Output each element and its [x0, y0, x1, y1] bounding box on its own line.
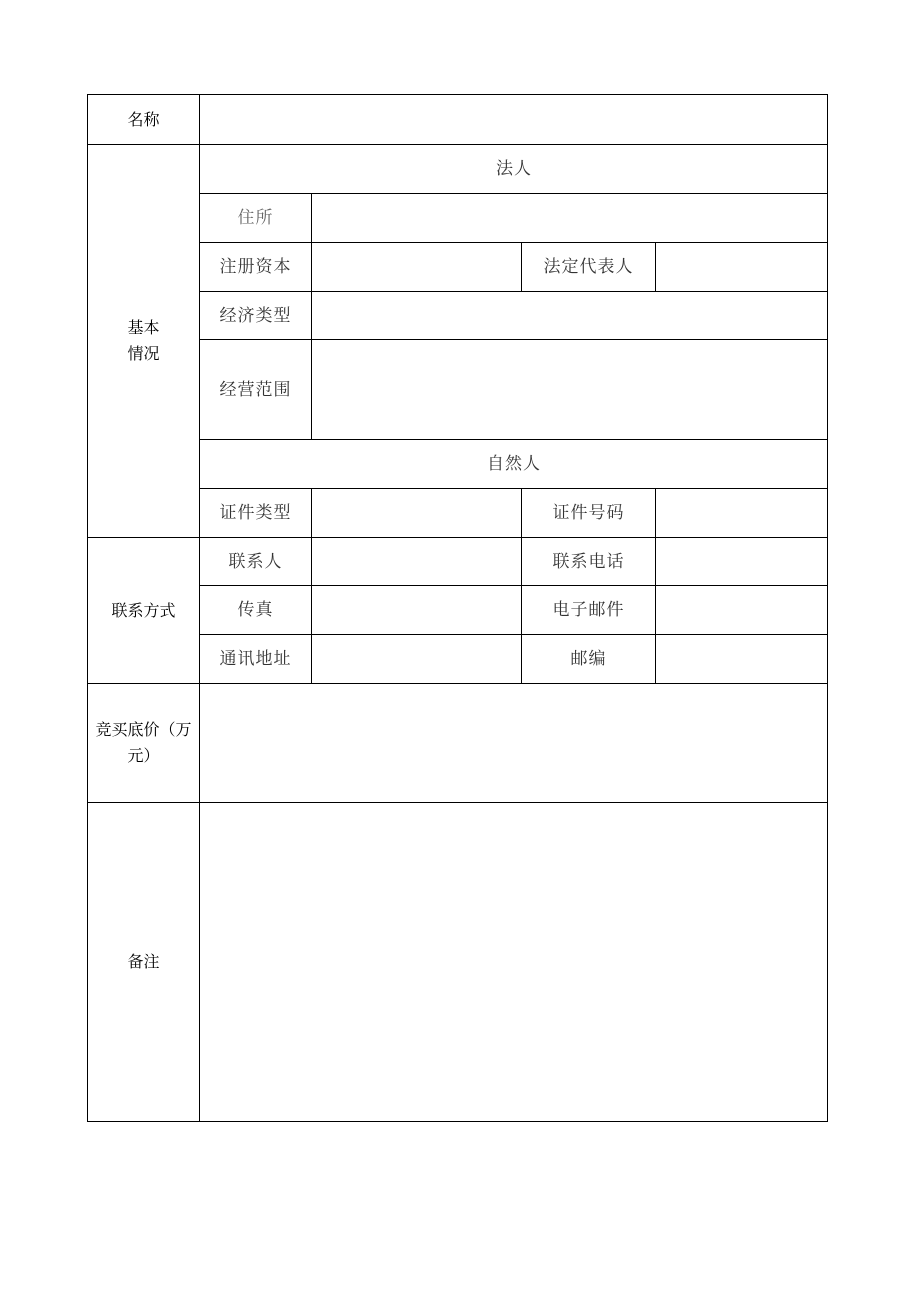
id-type-field[interactable] — [312, 489, 521, 537]
contact-section-label: 联系方式 — [111, 600, 176, 620]
contact-phone-field[interactable] — [656, 538, 827, 585]
name-label: 名称 — [127, 109, 160, 129]
postcode-label: 邮编 — [570, 649, 607, 669]
mailing-address-label: 通讯地址 — [219, 649, 292, 669]
reserve-price-label — [87, 684, 200, 802]
grid-line — [827, 94, 828, 1122]
basic-info-label-line2: 情况 — [127, 344, 160, 363]
fax-field[interactable] — [312, 586, 521, 634]
business-scope-label: 经营范围 — [219, 379, 292, 400]
email-label: 电子邮件 — [552, 600, 625, 620]
contact-person-label: 联系人 — [228, 551, 283, 572]
reserve-price-label-line2: 元） — [127, 746, 160, 765]
economic-type-label: 经济类型 — [219, 305, 292, 326]
bid-registration-form — [87, 94, 828, 1122]
address-label: 住所 — [237, 208, 274, 228]
reserve-price-label-line1: 竞买底价（万 — [95, 720, 192, 739]
economic-type-field[interactable] — [312, 292, 827, 339]
natural-person-header: 自然人 — [487, 454, 541, 474]
business-scope-field[interactable] — [312, 340, 827, 439]
contact-person-field[interactable] — [312, 538, 521, 585]
contact-phone-label: 联系电话 — [552, 551, 625, 572]
name-field[interactable] — [200, 95, 827, 144]
remarks-label: 备注 — [127, 952, 160, 971]
id-type-label: 证件类型 — [219, 503, 292, 523]
legal-person-header: 法人 — [496, 159, 532, 179]
legal-representative-label: 法定代表人 — [543, 257, 634, 277]
registered-capital-label: 注册资本 — [219, 257, 292, 277]
mailing-address-field[interactable] — [312, 635, 521, 683]
basic-info-label — [87, 145, 200, 537]
fax-label: 传真 — [237, 600, 274, 620]
reserve-price-field[interactable] — [200, 684, 827, 802]
id-number-label: 证件号码 — [552, 503, 625, 523]
postcode-field[interactable] — [656, 635, 827, 683]
registered-capital-field[interactable] — [312, 243, 521, 291]
id-number-field[interactable] — [656, 489, 827, 537]
email-field[interactable] — [656, 586, 827, 634]
remarks-field[interactable] — [200, 803, 827, 1121]
address-field[interactable] — [312, 194, 827, 242]
basic-info-label-line1: 基本 — [127, 318, 160, 337]
legal-representative-field[interactable] — [656, 243, 827, 291]
